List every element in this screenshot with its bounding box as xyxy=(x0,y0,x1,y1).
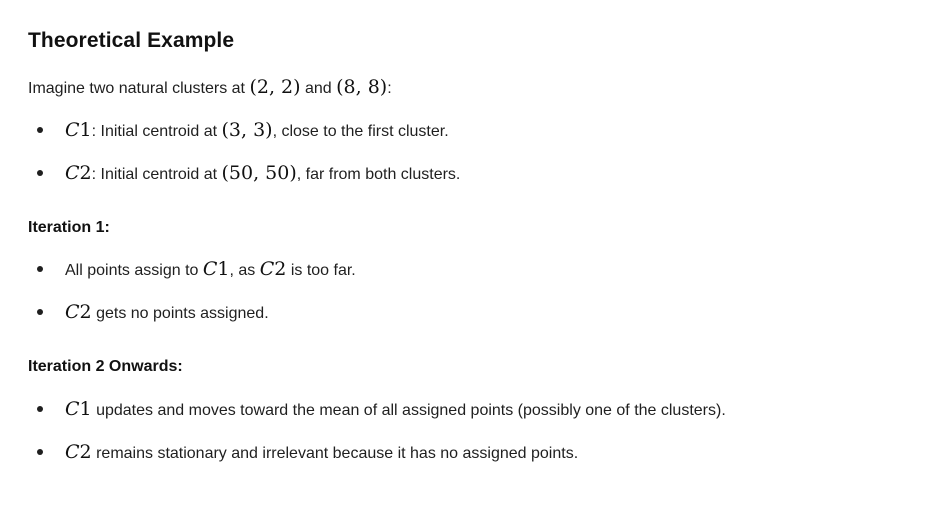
initial-centroids-list xyxy=(28,116,908,202)
item-text: is too far. xyxy=(286,262,356,279)
list-item xyxy=(28,395,908,438)
centroid-index: 2 xyxy=(79,441,92,463)
intro-text-mid: and xyxy=(300,80,337,97)
point-a-math: (2, 2) xyxy=(249,76,301,98)
bullet-dot xyxy=(37,449,43,455)
item-text: All points assign to xyxy=(65,262,203,279)
centroid-index: 1 xyxy=(79,119,92,141)
list-item xyxy=(28,116,908,159)
list-item xyxy=(28,438,908,481)
bullet-dot xyxy=(37,170,43,176)
centroid-symbol: C xyxy=(259,258,275,280)
bullet-dot xyxy=(37,406,43,412)
centroid-symbol: C xyxy=(65,119,80,141)
centroid-point-math: (3, 3) xyxy=(221,119,273,141)
item-text: remains stationary and irrelevant because it has no assigned points. xyxy=(91,445,579,462)
item-text: gets no points assigned. xyxy=(91,305,269,322)
centroid-symbol: C xyxy=(65,301,80,323)
intro-text-after: : xyxy=(387,80,392,97)
intro-text-before: Imagine two natural clusters at xyxy=(28,80,250,97)
iteration-2-heading: Iteration 2 Onwards: xyxy=(28,358,183,375)
intro-paragraph xyxy=(28,73,392,103)
centroid-symbol: C xyxy=(65,398,80,420)
bullet-dot xyxy=(37,127,43,133)
item-text: , as xyxy=(229,262,260,279)
bullet-dot xyxy=(37,266,43,272)
item-text: : Initial centroid at xyxy=(91,166,222,183)
item-text: , far from both clusters. xyxy=(296,166,461,183)
centroid-point-math: (50, 50) xyxy=(221,162,297,184)
list-item xyxy=(28,298,908,341)
centroid-index: 1 xyxy=(79,398,92,420)
centroid-symbol: C xyxy=(65,441,80,463)
iteration-1-heading: Iteration 1: xyxy=(28,219,110,236)
centroid-symbol: C xyxy=(65,162,80,184)
point-b-math: (8, 8) xyxy=(336,76,388,98)
iteration-2-list xyxy=(28,395,908,481)
bullet-dot xyxy=(37,309,43,315)
centroid-index: 2 xyxy=(79,162,92,184)
centroid-index: 2 xyxy=(79,301,92,323)
centroid-symbol: C xyxy=(202,258,218,280)
list-item xyxy=(28,159,908,202)
centroid-index: 1 xyxy=(217,258,230,280)
list-item xyxy=(28,255,908,298)
section-heading: Theoretical Example xyxy=(28,29,235,52)
centroid-index: 2 xyxy=(274,258,287,280)
item-text: : Initial centroid at xyxy=(91,123,222,140)
item-text: , close to the first cluster. xyxy=(272,123,449,140)
iteration-1-list xyxy=(28,255,908,341)
item-text: updates and moves toward the mean of all assigned points (possibly one of the clusters). xyxy=(91,402,726,419)
